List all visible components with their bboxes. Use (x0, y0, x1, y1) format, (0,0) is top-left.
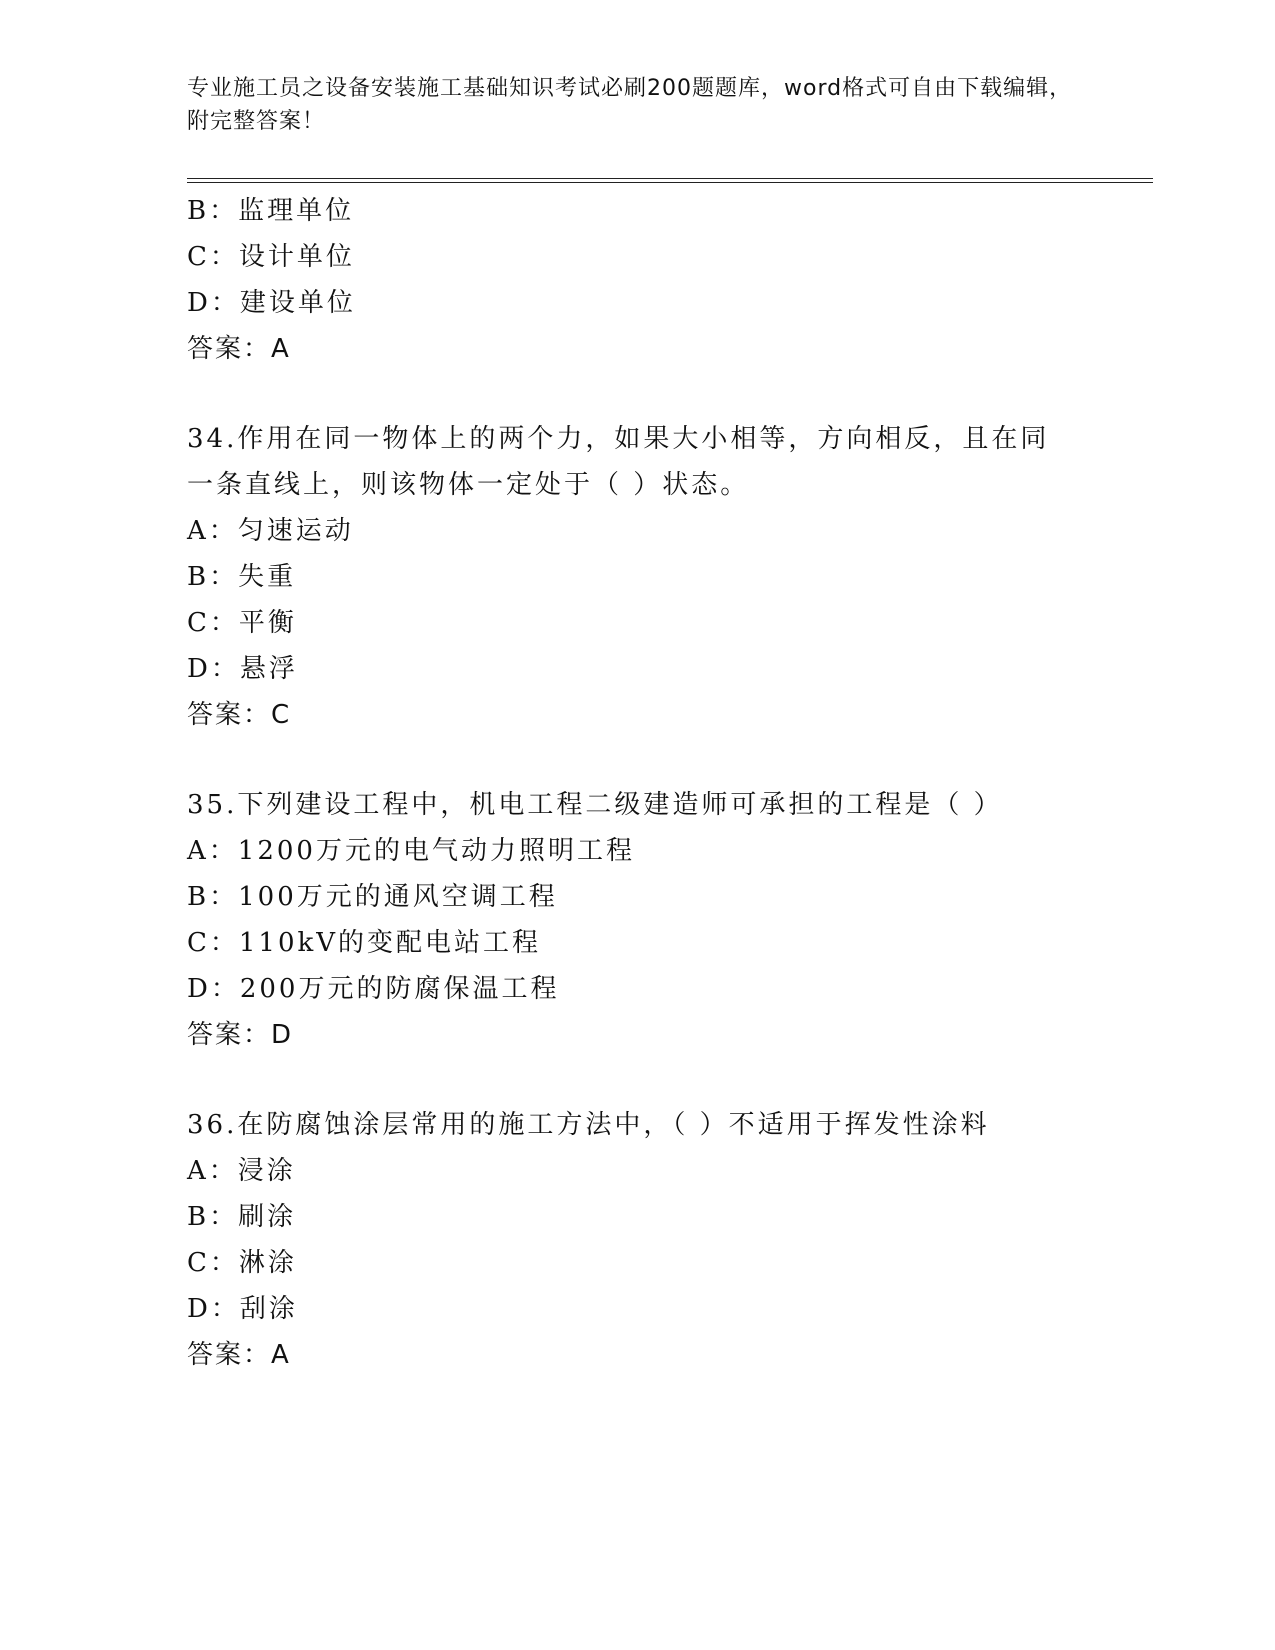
document-body (187, 188, 1087, 1378)
option-b: B：监理单位 (187, 196, 355, 226)
question-block-36 (187, 1102, 1087, 1378)
answer-line: 答案：A (187, 334, 291, 364)
option-b: B：刷涂 (187, 1202, 297, 1232)
option-d: D：刮涂 (187, 1294, 298, 1324)
option-b: B：失重 (187, 562, 297, 592)
document-header (187, 72, 1087, 138)
option-c: C：设计单位 (187, 242, 355, 272)
question-text: 35.下列建设工程中，机电工程二级建造师可承担的工程是（ ） (187, 790, 1003, 820)
option-b: B：100万元的通风空调工程 (187, 882, 558, 912)
question-block-35 (187, 782, 1087, 1058)
option-a: A：1200万元的电气动力照明工程 (187, 836, 635, 866)
document-title: 专业施工员之设备安装施工基础知识考试必刷200题题库，word格式可自由下载编辑，附完整答案！ (187, 76, 1073, 134)
header-divider (187, 178, 1153, 183)
question-text: 34.作用在同一物体上的两个力，如果大小相等，方向相反，且在同一条直线上，则该物体一定处于（ ）状态。 (187, 424, 1050, 500)
question-block-33-continued (187, 188, 1087, 372)
option-d: D：悬浮 (187, 654, 298, 684)
answer-line: 答案：C (187, 700, 292, 730)
option-a: A：浸涂 (187, 1156, 296, 1186)
answer-line: 答案：D (187, 1020, 294, 1050)
option-c: C：淋涂 (187, 1248, 297, 1278)
option-c: C：110kV的变配电站工程 (187, 928, 542, 958)
question-block-34 (187, 416, 1087, 738)
option-a: A：匀速运动 (187, 516, 354, 546)
option-c: C：平衡 (187, 608, 297, 638)
answer-line: 答案：A (187, 1340, 291, 1370)
option-d: D：200万元的防腐保温工程 (187, 974, 560, 1004)
option-d: D：建设单位 (187, 288, 356, 318)
question-text: 36.在防腐蚀涂层常用的施工方法中，（ ）不适用于挥发性涂料 (187, 1110, 990, 1140)
